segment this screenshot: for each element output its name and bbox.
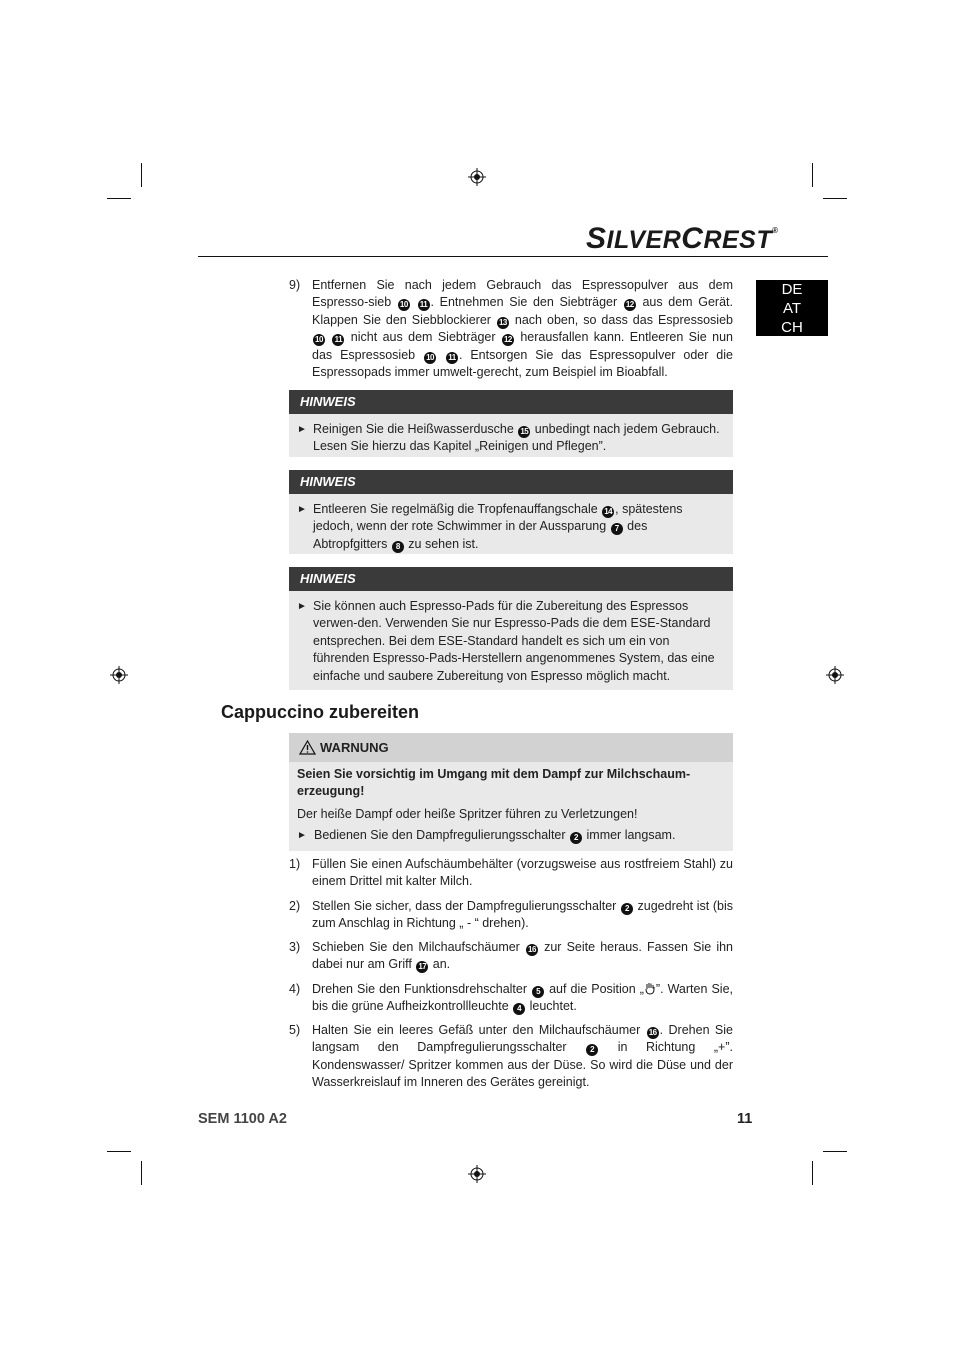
step-4: 4) Drehen Sie den Funktionsdrehschalter 5 auf die Position „ ”. Warten Sie, bis die grüne Aufheizkontrollleuchte 4 leuchtet. xyxy=(289,982,733,1014)
crop-mark xyxy=(107,198,131,199)
warning-triangle-icon xyxy=(299,740,316,755)
steam-hand-icon xyxy=(644,982,656,995)
brand-logo: SILVERCREST® xyxy=(586,222,779,255)
crop-mark xyxy=(823,198,847,199)
step-9: 9) Entfernen Sie nach jedem Gebrauch das Espressopulver aus dem Espresso-sieb 10 11 . Entnehmen Sie den Siebträger 12 aus dem Gerät. Klappen Sie den Siebblockierer 13 nach oben, so dass das Espressosieb 10 11 nicht aus dem Siebträger 12 herausfallen kann. Entleeren Sie nun das Espressosieb 10 11 . Entsorgen Sie das Espressopulver oder die Espressopads immer umwelt-gerecht, zum Beispiel im Bioabfall. xyxy=(289,277,733,381)
warning-bullet-text: Bedienen Sie den Dampfregulierungsschalter 2 immer langsam. xyxy=(314,828,676,843)
page-number: 11 xyxy=(737,1111,753,1127)
bullet-arrow-icon: ► xyxy=(297,504,307,515)
note-box-2 xyxy=(289,470,733,554)
crop-mark xyxy=(141,163,142,187)
step-9-text: Entfernen Sie nach jedem Gebrauch das Espressopulver aus dem Espresso-sieb 10 11 . Entnehmen Sie den Siebträger 12 aus dem Gerät. Klappen Sie den Siebblockierer 13 nach oben, so dass das Espressosieb 10 11 nicht aus dem Siebträger 12 herausfallen kann. Entleeren Sie nun das Espressosieb 10 11 . Entsorgen Sie das Espressopulver oder die Espressopads immer umwelt-gerecht, zum Beispiel im Bioabfall. xyxy=(312,278,733,380)
step-1: 1) Füllen Sie einen Aufschäumbehälter (vorzugsweise aus rostfreiem Stahl) zu einem Drittel mit kalter Milch. xyxy=(289,857,733,889)
lang-ch: CH xyxy=(781,319,803,336)
lang-de: DE xyxy=(781,281,803,298)
footer-model: SEM 1100 A2 xyxy=(198,1111,287,1127)
section-title: Cappuccino zubereiten xyxy=(221,702,420,722)
warning-title: WARNUNG xyxy=(320,740,389,755)
note-title: HINWEIS xyxy=(289,470,733,494)
step-3: 3) Schieben Sie den Milchaufschäumer 16 zur Seite heraus. Fassen Sie ihn dabei nur am Griff 17 an. xyxy=(289,940,733,972)
warning-bold-text: Seien Sie vorsichtig im Umgang mit dem Dampf zur Milchschaum-erzeugung! xyxy=(297,767,691,799)
note-text: Reinigen Sie die Heißwasserdusche 15 unbedingt nach jedem Gebrauch. Lesen Sie hierzu das Kapitel „Reinigen und Pflegen”. xyxy=(313,422,720,454)
warning-plain-text: Der heiße Dampf oder heiße Spritzer führen zu Verletzungen! xyxy=(297,806,638,821)
note-box-3 xyxy=(289,567,733,690)
registration-mark-icon xyxy=(110,666,128,684)
crop-mark xyxy=(812,163,813,187)
note-box-1 xyxy=(289,390,733,457)
registration-mark-icon xyxy=(826,666,844,684)
crop-mark xyxy=(823,1151,847,1152)
language-tab xyxy=(756,280,828,336)
step-2: 2) Stellen Sie sicher, dass der Dampfregulierungsschalter 2 zugedreht ist (bis zum Anschlag in Richtung „ - “ drehen). xyxy=(289,899,733,931)
header-rule xyxy=(198,256,828,257)
registration-mark-icon xyxy=(468,1165,486,1183)
note-title: HINWEIS xyxy=(289,567,733,591)
crop-mark xyxy=(141,1161,142,1185)
bullet-arrow-icon: ► xyxy=(297,424,307,435)
note-title: HINWEIS xyxy=(289,390,733,414)
bullet-arrow-icon: ► xyxy=(297,830,307,842)
lang-at: AT xyxy=(782,300,802,317)
crop-mark xyxy=(107,1151,131,1152)
note-text: Entleeren Sie regelmäßig die Tropfenauffangschale 14 , spätestens jedoch, wenn der rote Schwimmer in der Aussparung 7 des Abtropfgitters 8 zu sehen ist. xyxy=(313,502,683,551)
registration-mark-icon xyxy=(468,168,486,186)
warning-box xyxy=(289,733,733,851)
note-text: Sie können auch Espresso-Pads für die Zubereitung des Espressos verwen-den. Verwenden Sie nur Espresso-Pads die dem ESE-Standard entsprechen. Bei dem ESE-Standard handelt es sich um ein von führenden Espresso-Pads-Herstellern angenommenes System, das eine einfache und saubere Zubereitung von Espresso möglich macht. xyxy=(313,599,715,683)
bullet-arrow-icon: ► xyxy=(297,601,307,612)
step-5: 5) Halten Sie ein leeres Gefäß unter den Milchaufschäumer 16 . Drehen Sie langsam den Dampfregulierungsschalter 2 in Richtung „+”. Kondenswasser/ Spritzer kommen aus der Düse. So wird die Düse und der Wasserkreislauf im Inneren des Gerätes gereinigt. xyxy=(289,1023,733,1090)
crop-mark xyxy=(812,1161,813,1185)
